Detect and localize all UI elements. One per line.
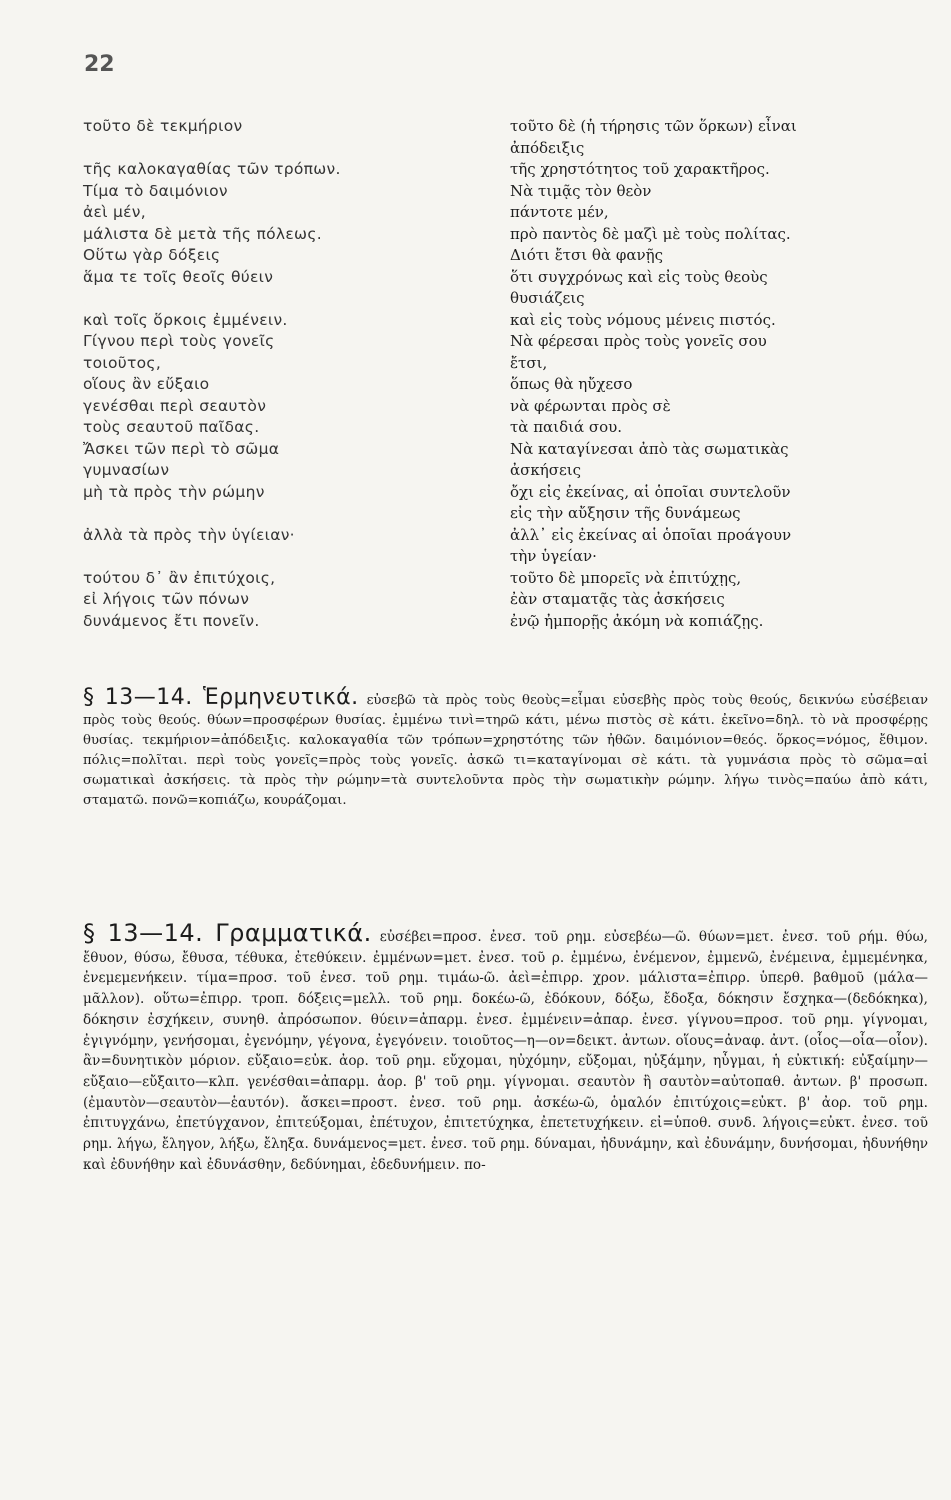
- grammar-text: εὐσέβει=προσ. ἐνεσ. τοῦ ρημ. εὐσεβέω—ῶ. θύων=μετ. ἐνεσ. τοῦ ρήμ. θύω, ἔθυον, θύσω, ἔθυσα, τέθυκα, ἐτεθύκειν. ἐμμένων=μετ. ἐνεσ. τοῦ ρ. ἐμμένω, ἐνέμενον, ἐμμενῶ, ἐνέμεινα, ἐμμεμένηκα, ἐνεμεμενήκειν. τίμα=προσ. τοῦ ἐνεσ. τοῦ ρημ. τιμάω-ῶ. ἀεὶ=ἐπιρρ. χρον. μάλιστα=ἐπιρρ. ὑπερθ. βαθμοῦ (μάλα—μᾶλλον). οὕτω=ἐπιρρ. τροπ. δόξεις=μελλ. τοῦ ρημ. δοκέω-ῶ, ἐδόκουν, δόξω, ἔδοξα, δόκησιν ἔσχηκα—(δεδόκηκα), δόκησιν ἐσχήκειν, συνηθ. ἀπρόσωπον. θύειν=ἀπαρμ. ἐνεσ. ἐμμένειν=ἀπαρ. ἐνεσ. γίγνου=προσ. τοῦ ρημ. γίγνομαι, ἐγιγνόμην, γενήσομαι, ἐγενόμην, γέγονα, ἐγεγόνειν. τοιοῦτος—η—ον=δεικτ. ἀντων. οἵους=ἀναφ. ἀντ. (οἷος—οἷα—οἷον). ἂν=δυνητικὸν μόριον. εὔξαιο=εὐκ. ἀορ. τοῦ ρημ. εὔχομαι, ηὐχόμην, εὔξομαι, ηὐξάμην, ηὖγμαι, ἡ εὐκτική: εὐξαίμην—εὔξαιο—εὔξαιτο—κλπ. γενέσθαι=ἀπαρμ. ἀορ. β' τοῦ ρημ. γίγνομαι. σεαυτὸν ἢ σαυτὸν=αὐτοπαθ. ἀντων. β' προσωπ. (ἐμαυτὸν—σεαυτὸν—ἑαυτόν). ἄσκει=προστ. ἐνεσ. τοῦ ρημ. ἀσκέω-ῶ, ὁμαλόν ἐπιτύχοις=εὐκτ. β' ἀορ. τοῦ ρημ. ἐπιτυγχάνω, ἐπετύγχανον, ἐπιτεύξομαι, ἐπέτυχον, ἐπιτετύχηκα, ἐπετετυχήκειν. εἰ=ὑποθ. συνδ. λήγοις=εὐκτ. ἐνεσ. τοῦ ρημ. λήγω, ἔληγον, λήξω, ἔληξα. δυνάμενος=μετ. ἐνεσ. τοῦ ρημ. δύναμαι, ἠδυνάμην, καὶ ἐδυνάμην, δυνήσομαι, ἠδυνήθην καὶ ἐδυνήθην καὶ ἐδυνάσθην, δεδύνημαι, ἐδεδυνήμειν. πο-: [83, 929, 928, 1173]
- original-line: Γίγνου περὶ τοὺς γονεῖς: [83, 332, 275, 350]
- original-line: καὶ τοῖς ὅρκοις ἐμμένειν.: [83, 310, 288, 329]
- translation-line: τὰ παιδιά σου.: [510, 418, 623, 436]
- translation-line: ἀλλ᾽ εἰς ἐκείνας αἱ ὁποῖαι προάγουν: [510, 525, 792, 544]
- translation-line: πρὸ παντὸς δὲ μαζὶ μὲ τοὺς πολίτας.: [510, 224, 791, 243]
- translation-line: τῆς χρηστότητος τοῦ χαρακτῆρος.: [510, 160, 770, 178]
- translation-line: καὶ εἰς τοὺς νόμους μένεις πιστός.: [510, 310, 776, 329]
- original-line: οἵους ἂν εὔξαιο: [83, 375, 210, 393]
- original-line: γυμνασίων: [83, 461, 170, 479]
- original-line: [83, 288, 483, 310]
- translation-line: τοῦτο δὲ (ἡ τήρησις τῶν ὅρκων) εἶναι: [510, 117, 797, 135]
- translation-line: τοῦτο δὲ μπορεῖς νὰ ἐπιτύχῃς,: [510, 568, 742, 587]
- original-line: ἅμα τε τοῖς θεοῖς θύειν: [83, 267, 274, 286]
- original-line: [83, 546, 483, 568]
- translation-line: εἰς τὴν αὔξησιν τῆς δυνάμεως: [510, 504, 741, 522]
- translation-line: ἔτσι,: [510, 353, 548, 372]
- hermeneutics-text: εὐσεβῶ τὰ πρὸς τοὺς θεοὺς=εἶμαι εὐσεβὴς πρὸς τοὺς θεούς, δεικνύω εὐσέβειαν πρὸς τοὺς θεούς. θύων=προσφέρων θυσίας. ἐμμένω τινὶ=τηρῶ κάτι, μένω πιστὸς σὲ κάτι. ἐκεῖνο=δηλ. τὸ νὰ προσφέρῃς θυσίας. τεκμήριον=ἀπόδειξις. καλοκαγαθία τῶν τρόπων=χρηστότης τῶν ἠθῶν. δαιμόνιον=θεός. ὅρκος=νόμος, ἔθιμον. πόλις=πολῖται. περὶ τοὺς γονεῖς=πρὸς τοὺς γονεῖς. ἀσκῶ τι=καταγίνομαι σὲ κάτι. τὰ γυμνάσια πρὸς τὸ σῶμα=αἱ σωματικαὶ ἀσκήσεις. τὰ πρὸς τὴν ρώμην=τὰ συντελοῦντα πρὸς τὴν σωματικὴν ρώμην. λήγω τινὸς=παύω ἀπὸ κάτι, σταματῶ. πονῶ=κοπιάζω, κουράζομαι.: [83, 693, 928, 808]
- original-line: Ἄσκει τῶν περὶ τὸ σῶμα: [83, 439, 280, 458]
- original-line: Οὕτω γὰρ δόξεις: [83, 246, 221, 264]
- translation-line: πάντοτε μέν,: [510, 203, 609, 221]
- original-line: Τίμα τὸ δαιμόνιον: [83, 181, 228, 200]
- page-number: 22: [84, 52, 115, 77]
- translation-line: ὅπως θὰ ηὔχεσο: [510, 375, 633, 393]
- grammar-heading: § 13—14. Γραμματικά.: [83, 919, 372, 947]
- original-line: μὴ τὰ πρὸς τὴν ρώμην: [83, 482, 265, 501]
- original-line: τῆς καλοκαγαθίας τῶν τρόπων.: [83, 160, 341, 178]
- grammar-section: [83, 919, 928, 1175]
- translation-line: Νὰ καταγίνεσαι ἀπὸ τὰς σωματικὰς: [510, 439, 789, 458]
- original-line: εἰ λήγοις τῶν πόνων: [83, 590, 250, 608]
- translation-line: Νὰ φέρεσαι πρὸς τοὺς γονεῖς σου: [510, 332, 767, 350]
- translation-line: ὄχι εἰς ἐκείνας, αἱ ὁποῖαι συντελοῦν: [510, 482, 791, 501]
- original-line: τούτου δ᾽ ἂν ἐπιτύχοις,: [83, 568, 276, 587]
- hermeneutics-section: [83, 685, 928, 811]
- original-line: γενέσθαι περὶ σεαυτὸν: [83, 396, 267, 415]
- original-line: δυνάμενος ἔτι πονεῖν.: [83, 611, 260, 630]
- original-line: τοιοῦτος,: [83, 353, 162, 372]
- translation-line: Νὰ τιμᾷς τὸν θεὸν: [510, 181, 652, 200]
- original-line: ἀεὶ μέν,: [83, 203, 146, 221]
- original-line: μάλιστα δὲ μετὰ τῆς πόλεως.: [83, 224, 322, 243]
- original-line: [83, 138, 483, 160]
- translation-line: ἐὰν σταματᾷς τὰς ἀσκήσεις: [510, 590, 725, 608]
- translation-line: ἐνῷ ἠμπορῇς ἀκόμη νὰ κοπιάζῃς.: [510, 611, 764, 630]
- translation-line: ὅτι συγχρόνως καὶ εἰς τοὺς θεοὺς: [510, 267, 768, 286]
- translation-column: [510, 116, 940, 632]
- translation-line: Διότι ἔτσι θὰ φανῇς: [510, 246, 663, 264]
- translation-line: ἀσκήσεις: [510, 461, 582, 479]
- original-line: τοὺς σεαυτοῦ παῖδας.: [83, 418, 260, 436]
- translation-line: νὰ φέρωνται πρὸς σὲ: [510, 396, 671, 415]
- greek-original-column: [83, 116, 483, 632]
- translation-line: ἀπόδειξις: [510, 138, 585, 157]
- translation-line: τὴν ὑγείαν·: [510, 547, 597, 565]
- original-line: ἀλλὰ τὰ πρὸς τὴν ὑγίειαν·: [83, 525, 295, 544]
- original-line: [83, 503, 483, 525]
- translation-line: θυσιάζεις: [510, 289, 585, 307]
- hermeneutics-heading: § 13—14. Ἑρμηνευτικά.: [83, 685, 359, 710]
- original-line: τοῦτο δὲ τεκμήριον: [83, 117, 243, 135]
